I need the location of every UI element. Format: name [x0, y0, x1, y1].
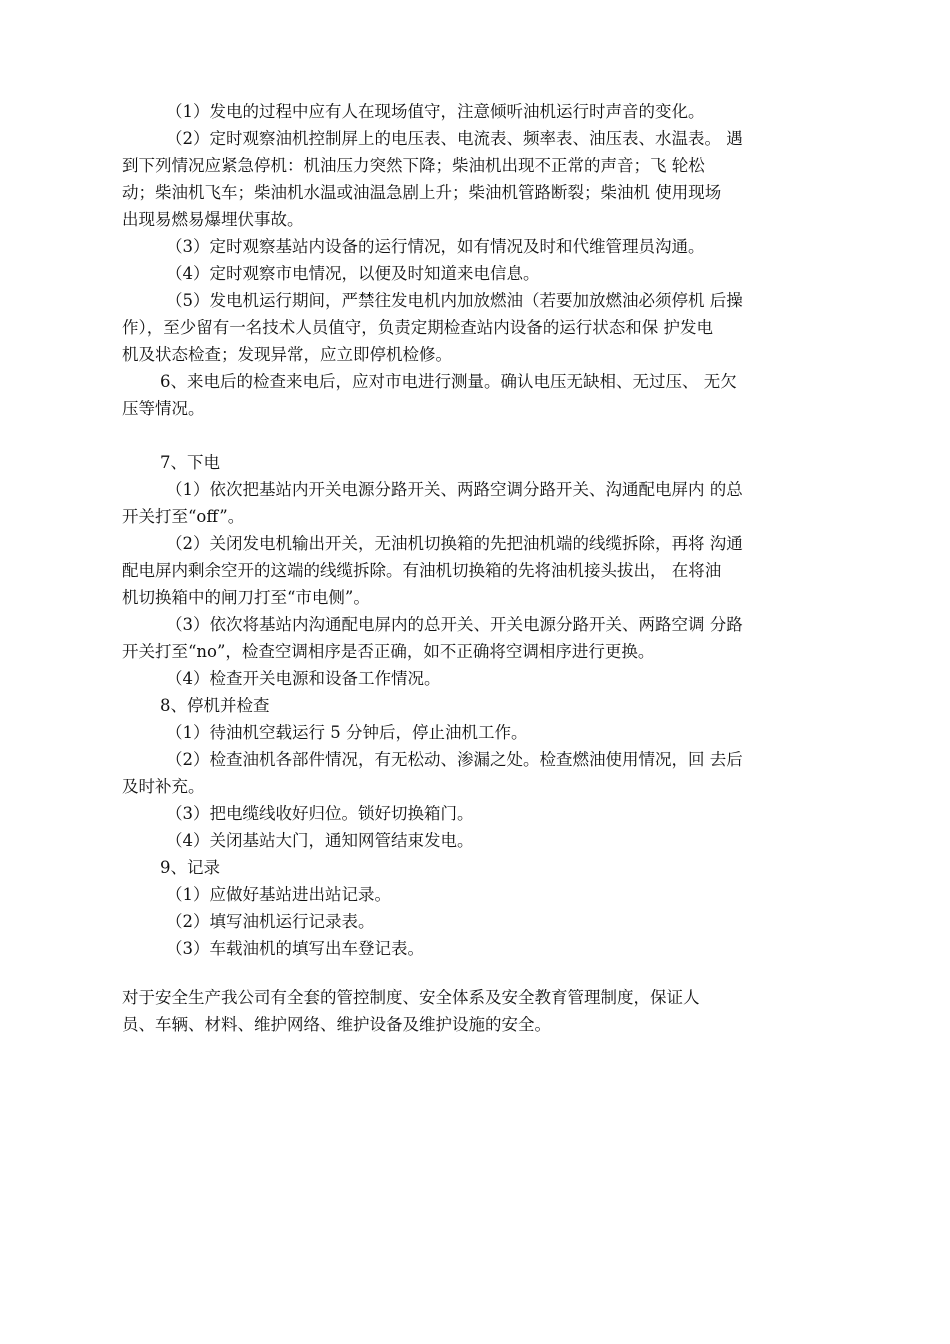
- text-line: 出现易燃易爆埋伏事故。: [122, 210, 304, 229]
- section-heading-7: 7、下电: [160, 453, 220, 472]
- text-line: （4）检查开关电源和设备工作情况。: [166, 669, 441, 688]
- text-line: 机切换箱中的闸刀打至“市电侧”。: [122, 588, 370, 607]
- blank-line: [122, 962, 840, 984]
- blank-line: [122, 422, 840, 449]
- closing-paragraph-line: 对于安全生产我公司有全套的管控制度、安全体系及安全教育管理制度，保证人: [122, 988, 700, 1007]
- text-line: （2）填写油机运行记录表。: [166, 912, 375, 931]
- text-line: 到下列情况应紧急停机：机油压力突然下降；柴油机出现不正常的声音；飞 轮松: [122, 156, 705, 175]
- text-line: （1）待油机空载运行 5 分钟后，停止油机工作。: [166, 723, 528, 742]
- text-line: 机及状态检查；发现异常，应立即停机检修。: [122, 345, 452, 364]
- text-line: （2）关闭发电机输出开关，无油机切换箱的先把油机端的线缆拆除，再将 沟通: [166, 534, 743, 553]
- text-line: 及时补充。: [122, 777, 205, 796]
- section-heading-6: 6、来电后的检查来电后，应对市电进行测量。确认电压无缺相、无过压、 无欠: [160, 372, 737, 391]
- text-line: （2）定时观察油机控制屏上的电压表、电流表、频率表、油压表、水温表。 遇: [166, 129, 743, 148]
- text-line: （3）把电缆线收好归位。锁好切换箱门。: [166, 804, 474, 823]
- text-line: 配电屏内剩余空开的这端的线缆拆除。有油机切换箱的先将油机接头拔出， 在将油: [122, 561, 722, 580]
- text-line: （4）关闭基站大门，通知网管结束发电。: [166, 831, 474, 850]
- section-heading-8: 8、停机并检查: [160, 696, 270, 715]
- section-heading-9: 9、记录: [160, 858, 220, 877]
- text-line: （5）发电机运行期间，严禁往发电机内加放燃油（若要加放燃油必须停机 后操: [166, 291, 743, 310]
- text-line: （3）车载油机的填写出车登记表。: [166, 939, 424, 958]
- text-line: （2）检查油机各部件情况，有无松动、渗漏之处。检查燃油使用情况，回 去后: [166, 750, 743, 769]
- closing-paragraph-line: 员、车辆、材料、维护网络、维护设备及维护设施的安全。: [122, 1015, 551, 1034]
- text-line: 动；柴油机飞车；柴油机水温或油温急剧上升；柴油机管路断裂；柴油机 使用现场: [122, 183, 722, 202]
- text-line: （1）应做好基站进出站记录。: [166, 885, 391, 904]
- text-line: 作），至少留有一名技术人员值守，负责定期检查站内设备的运行状态和保 护发电: [122, 318, 713, 337]
- text-line: 开关打至“no”，检查空调相序是否正确，如不正确将空调相序进行更换。: [122, 642, 655, 661]
- text-line: （3）依次将基站内沟通配电屏内的总开关、开关电源分路开关、两路空调 分路: [166, 615, 743, 634]
- text-line: （4）定时观察市电情况，以便及时知道来电信息。: [166, 264, 540, 283]
- text-line: 压等情况。: [122, 399, 205, 418]
- text-line: （3）定时观察基站内设备的运行情况，如有情况及时和代维管理员沟通。: [166, 237, 705, 256]
- text-line: （1）发电的过程中应有人在现场值守，注意倾听油机运行时声音的变化。: [166, 102, 705, 121]
- text-line: （1）依次把基站内开关电源分路开关、两路空调分路开关、沟通配电屏内 的总: [166, 480, 743, 499]
- text-line: 开关打至“off”。: [122, 507, 245, 526]
